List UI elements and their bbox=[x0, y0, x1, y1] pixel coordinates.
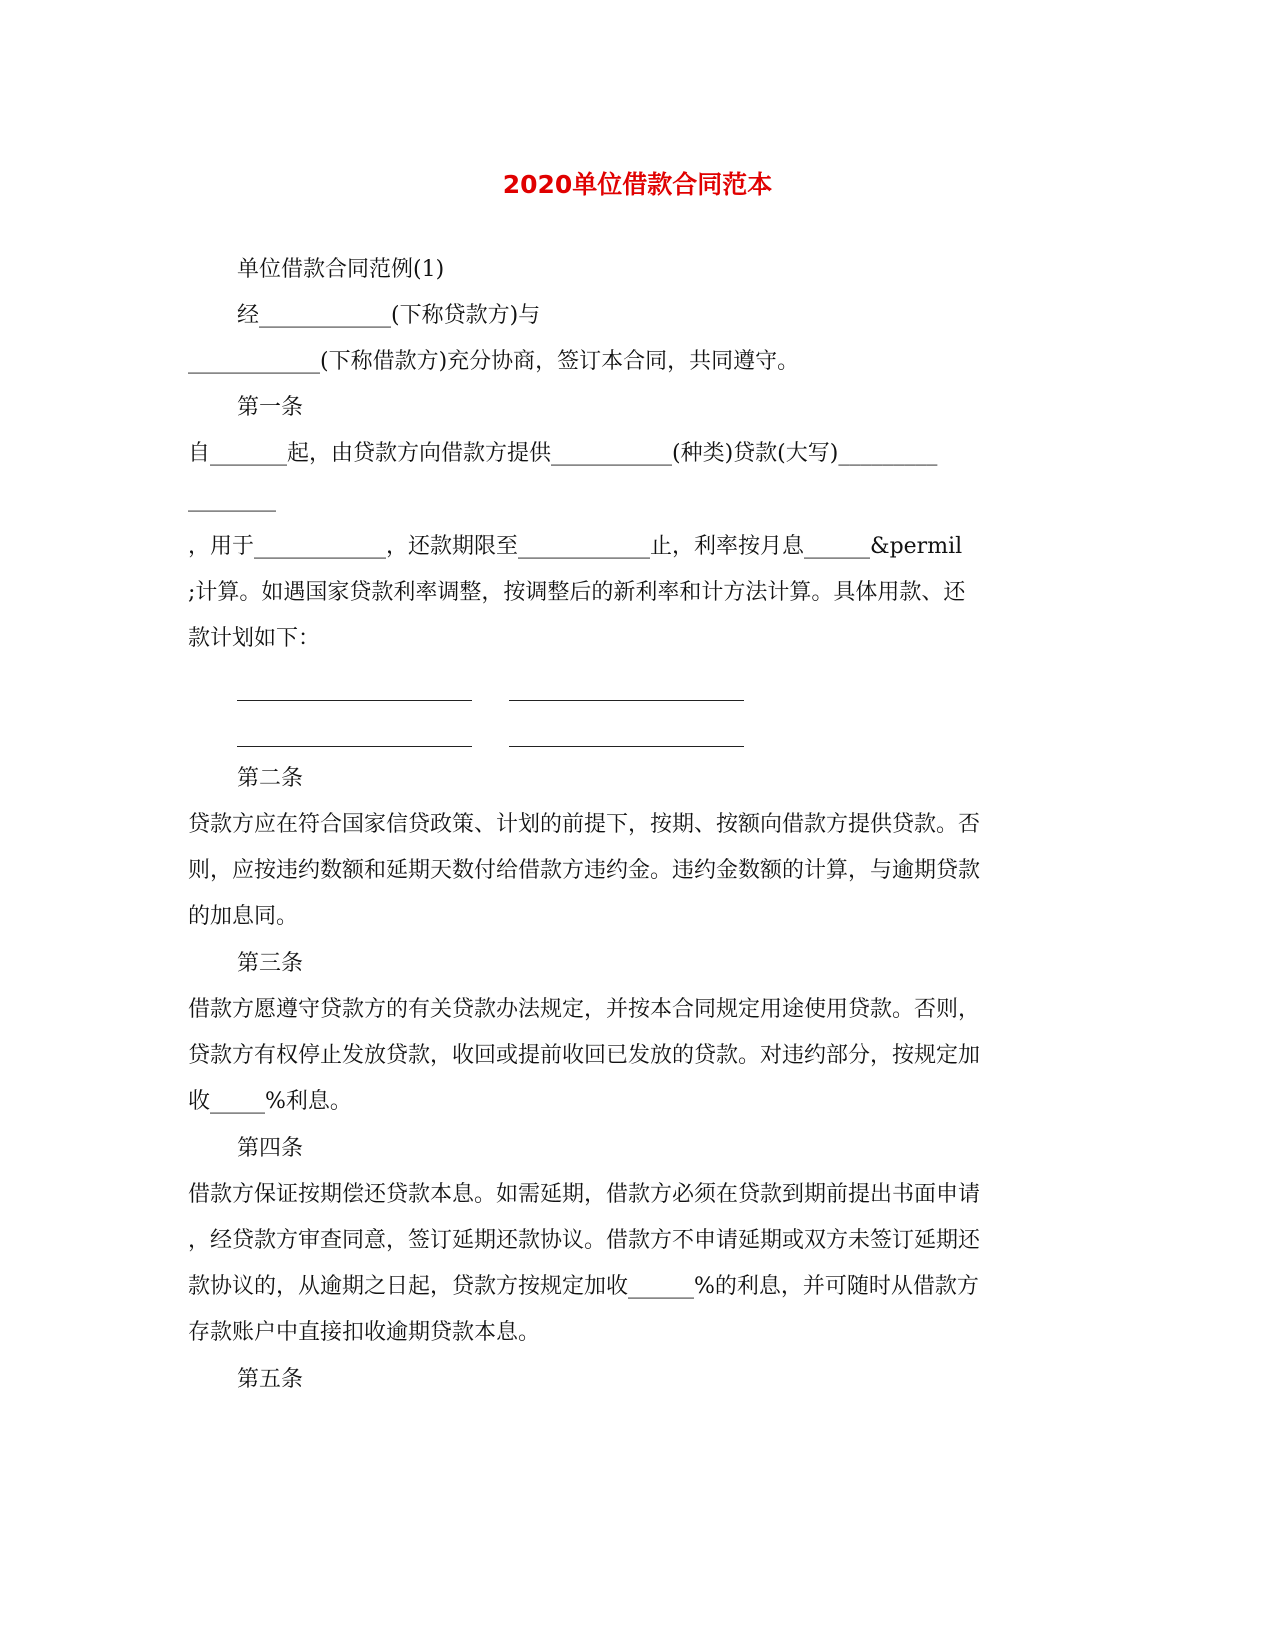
paragraph-line: ____________(下称借款方)充分协商，签订本合同，共同遵守。 bbox=[188, 349, 800, 374]
paragraph-line: 贷款方应在符合国家信贷政策、计划的前提下，按期、按额向借款方提供贷款。否 bbox=[188, 812, 981, 837]
article-heading: 第二条 bbox=[237, 766, 304, 791]
paragraph-line: 收_____%利息。 bbox=[188, 1089, 352, 1114]
paragraph-line: 借款方保证按期偿还贷款本息。如需延期，借款方必须在贷款到期前提出书面申请 bbox=[188, 1182, 981, 1207]
section-heading: 单位借款合同范例(1) bbox=[237, 257, 445, 282]
paragraph-line: 贷款方有权停止发放贷款，收回或提前收回已发放的贷款。对违约部分，按规定加 bbox=[188, 1043, 981, 1068]
blank-field bbox=[237, 724, 472, 747]
paragraph-line: 经____________(下称贷款方)与 bbox=[237, 303, 541, 328]
repayment-plan-row bbox=[237, 678, 797, 712]
paragraph-line: 则，应按违约数额和延期天数付给借款方违约金。违约金数额的计算，与逾期贷款 bbox=[188, 858, 981, 883]
repayment-plan-row bbox=[237, 724, 797, 758]
paragraph-line: ，用于____________，还款期限至____________止，利率按月息______&permil bbox=[188, 534, 963, 559]
paragraph-line: ，经贷款方审查同意，签订延期还款协议。借款方不申请延期或双方未签订延期还 bbox=[188, 1228, 981, 1253]
blank-field bbox=[509, 724, 744, 747]
blank-field bbox=[237, 678, 472, 701]
paragraph-line: ________ bbox=[188, 487, 276, 512]
article-heading: 第一条 bbox=[237, 395, 304, 420]
paragraph-line: 款计划如下： bbox=[188, 626, 321, 651]
article-heading: 第四条 bbox=[237, 1136, 304, 1161]
paragraph-line: 借款方愿遵守贷款方的有关贷款办法规定，并按本合同规定用途使用贷款。否则， bbox=[188, 997, 981, 1022]
article-heading: 第五条 bbox=[237, 1367, 304, 1392]
paragraph-line: 存款账户中直接扣收逾期贷款本息。 bbox=[188, 1320, 541, 1345]
paragraph-line: ;计算。如遇国家贷款利率调整，按调整后的新利率和计方法计算。具体用款、还 bbox=[188, 580, 966, 605]
paragraph-line: 自_______起，由贷款方向借款方提供___________(种类)贷款(大写)_________ bbox=[188, 441, 938, 466]
paragraph-line: 的加息同。 bbox=[188, 904, 299, 929]
paragraph-line: 款协议的，从逾期之日起，贷款方按规定加收______%的利息，并可随时从借款方 bbox=[188, 1274, 979, 1299]
blank-field bbox=[509, 678, 744, 701]
document-title: 2020单位借款合同范本 bbox=[502, 170, 773, 199]
article-heading: 第三条 bbox=[237, 951, 304, 976]
